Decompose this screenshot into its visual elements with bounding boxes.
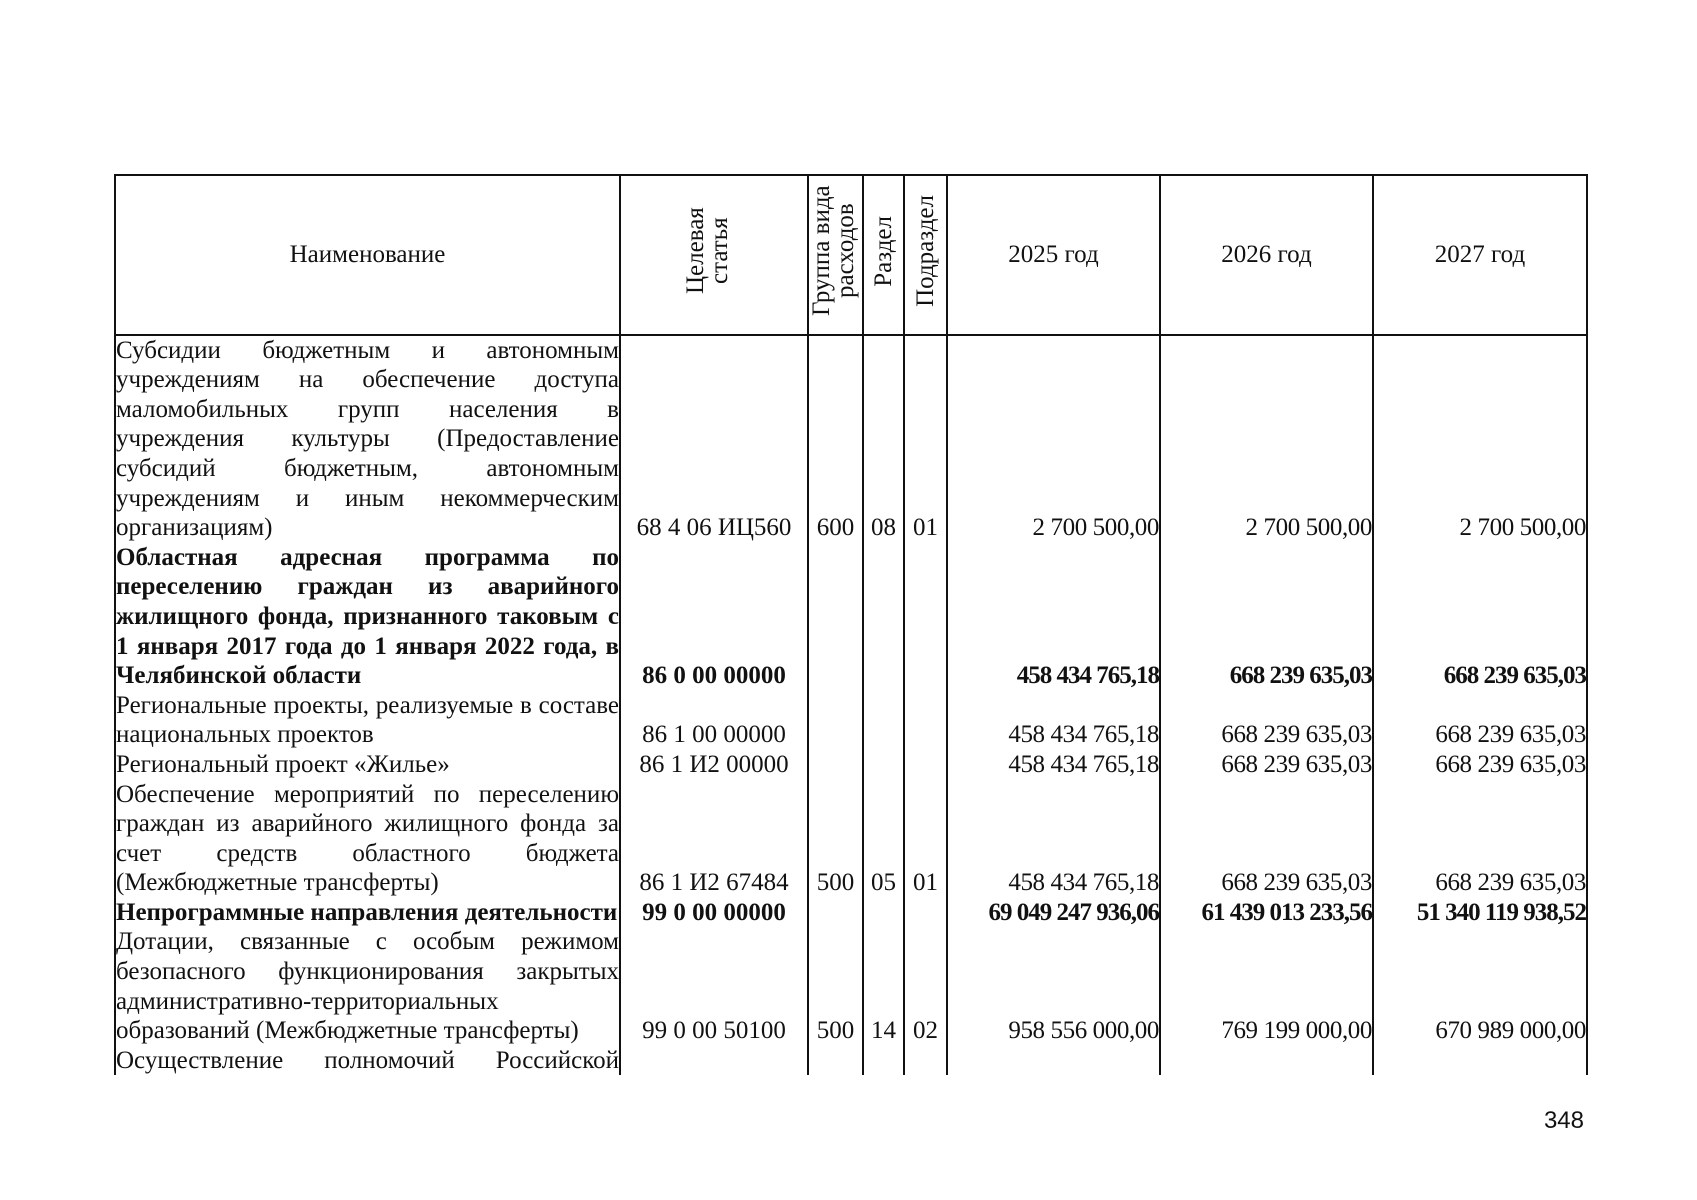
row-section: 05 <box>863 780 904 898</box>
row-amount-2027: 2 700 500,00 <box>1373 335 1587 543</box>
row-target-article: 99 0 00 00000 <box>620 898 808 928</box>
row-section <box>863 898 904 928</box>
row-name: Осуществление полномочий Российской <box>116 1046 619 1074</box>
row-section: 14 <box>863 927 904 1045</box>
header-name: Наименование <box>115 175 620 335</box>
row-section <box>863 691 904 750</box>
row-expense-group <box>808 543 863 691</box>
budget-table <box>114 174 1588 1075</box>
row-subsection: 02 <box>904 927 947 1045</box>
row-subsection: 01 <box>904 335 947 543</box>
row-section <box>863 543 904 691</box>
row-amount-2025: 458 434 765,18 <box>947 543 1160 691</box>
header-section: Раздел <box>863 175 904 335</box>
row-target-article: 86 1 И2 67484 <box>620 780 808 898</box>
row-subsection <box>904 1046 947 1076</box>
row-section <box>863 1046 904 1076</box>
row-amount-2027: 670 989 000,00 <box>1373 927 1587 1045</box>
row-target-article: 68 4 06 ИЦ560 <box>620 335 808 543</box>
row-name: Дотации, связанные с особым режимом безопасного функционирования закрытых административно-территориальных образований (Межбюджетные трансферты) <box>116 928 619 1045</box>
row-amount-2025: 2 700 500,00 <box>947 335 1160 543</box>
row-expense-group <box>808 691 863 750</box>
row-amount-2025: 458 434 765,18 <box>947 780 1160 898</box>
row-amount-2025 <box>947 1046 1160 1076</box>
row-expense-group <box>808 750 863 780</box>
row-subsection <box>904 691 947 750</box>
row-target-article: 86 1 И2 00000 <box>620 750 808 780</box>
row-subsection <box>904 898 947 928</box>
page-number: 348 <box>1543 1107 1584 1134</box>
table-row <box>115 691 1587 750</box>
row-expense-group: 500 <box>808 780 863 898</box>
row-amount-2027: 51 340 119 938,52 <box>1373 898 1587 928</box>
row-amount-2026: 2 700 500,00 <box>1160 335 1373 543</box>
row-name: Непрограммные направления деятельности <box>115 898 620 928</box>
table-row <box>115 1046 1587 1076</box>
row-target-article: 99 0 00 50100 <box>620 927 808 1045</box>
row-amount-2026 <box>1160 1046 1373 1076</box>
row-subsection <box>904 543 947 691</box>
row-amount-2026: 668 239 635,03 <box>1160 543 1373 691</box>
row-amount-2026: 668 239 635,03 <box>1160 750 1373 780</box>
row-target-article: 86 0 00 00000 <box>620 543 808 691</box>
row-amount-2026: 769 199 000,00 <box>1160 927 1373 1045</box>
table-row <box>115 927 1587 1045</box>
row-name: Обеспечение мероприятий по переселению граждан из аварийного жилищного фонда за счет средств областного бюджета (Межбюджетные трансферты) <box>116 780 619 897</box>
header-expense-group: Группа вида расходов <box>808 175 863 335</box>
row-amount-2027: 668 239 635,03 <box>1373 780 1587 898</box>
row-amount-2027: 668 239 635,03 <box>1373 691 1587 750</box>
row-amount-2025: 958 556 000,00 <box>947 927 1160 1045</box>
row-name: Региональный проект «Жилье» <box>115 750 620 780</box>
row-subsection <box>904 750 947 780</box>
row-amount-2027 <box>1373 1046 1587 1076</box>
row-section: 08 <box>863 335 904 543</box>
row-target-article: 86 1 00 00000 <box>620 691 808 750</box>
header-year-2027: 2027 год <box>1373 175 1587 335</box>
row-expense-group <box>808 1046 863 1076</box>
row-amount-2025: 69 049 247 936,06 <box>947 898 1160 928</box>
row-amount-2027: 668 239 635,03 <box>1373 750 1587 780</box>
row-amount-2025: 458 434 765,18 <box>947 750 1160 780</box>
row-name: Региональные проекты, реализуемые в составе национальных проектов <box>116 691 619 749</box>
row-name: Областная адресная программа по переселению граждан из аварийного жилищного фонда, признанного таковым с 1 января 2017 года до 1 января 2022 года, в Челябинской области <box>116 543 619 690</box>
header-year-2025: 2025 год <box>947 175 1160 335</box>
table-row <box>115 543 1587 691</box>
row-expense-group <box>808 898 863 928</box>
row-name: Субсидии бюджетным и автономным учреждениям на обеспечение доступа маломобильных групп населения в учреждения культуры (Предоставление субсидий бюджетным, автономным учреждениям и иным некоммерческим организациям) <box>116 336 619 542</box>
table-row <box>115 335 1587 543</box>
row-target-article <box>620 1046 808 1076</box>
table-row <box>115 898 1587 928</box>
table-header-row <box>115 175 1587 335</box>
row-expense-group: 500 <box>808 927 863 1045</box>
row-amount-2026: 668 239 635,03 <box>1160 780 1373 898</box>
header-year-2026: 2026 год <box>1160 175 1373 335</box>
header-target-article: Целевая статья <box>620 175 808 335</box>
row-section <box>863 750 904 780</box>
row-expense-group: 600 <box>808 335 863 543</box>
row-amount-2025: 458 434 765,18 <box>947 691 1160 750</box>
table-row <box>115 750 1587 780</box>
row-amount-2026: 668 239 635,03 <box>1160 691 1373 750</box>
header-subsection: Подраздел <box>904 175 947 335</box>
row-subsection: 01 <box>904 780 947 898</box>
table-row <box>115 780 1587 898</box>
row-amount-2026: 61 439 013 233,56 <box>1160 898 1373 928</box>
row-amount-2027: 668 239 635,03 <box>1373 543 1587 691</box>
